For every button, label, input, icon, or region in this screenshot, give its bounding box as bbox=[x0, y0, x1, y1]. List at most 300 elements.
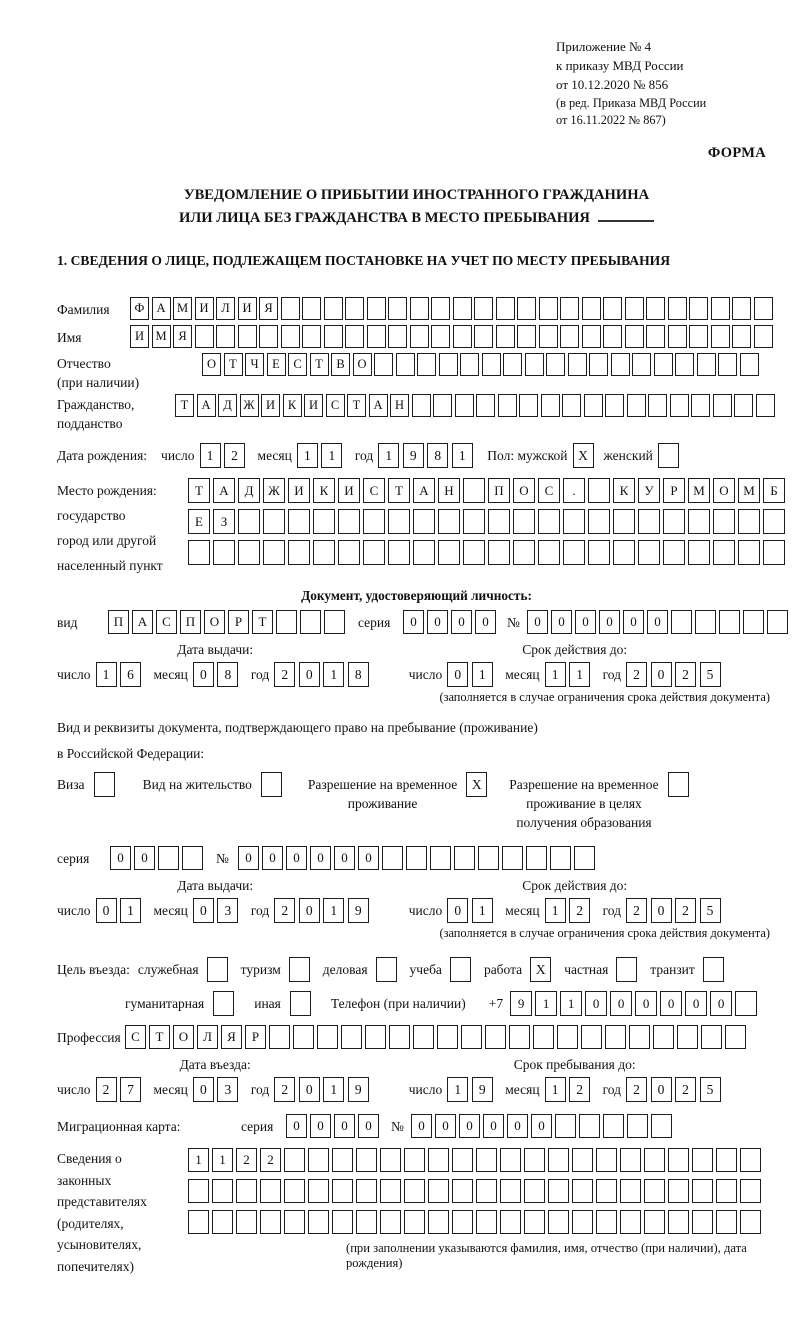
char-cell[interactable] bbox=[513, 540, 535, 565]
char-cell[interactable] bbox=[557, 1025, 578, 1049]
char-cell[interactable]: 8 bbox=[217, 662, 238, 687]
char-cell[interactable]: 1 bbox=[545, 662, 566, 687]
char-cell[interactable] bbox=[356, 1179, 377, 1203]
char-cell[interactable]: С bbox=[288, 353, 307, 376]
char-cell[interactable]: 0 bbox=[193, 898, 214, 923]
char-cell[interactable] bbox=[613, 540, 635, 565]
char-cell[interactable] bbox=[646, 297, 665, 320]
char-cell[interactable] bbox=[644, 1148, 665, 1172]
char-cell[interactable] bbox=[431, 325, 450, 348]
char-cell[interactable]: 9 bbox=[510, 991, 532, 1016]
char-cell[interactable]: Я bbox=[173, 325, 192, 348]
char-cell[interactable] bbox=[763, 509, 785, 534]
char-cell[interactable] bbox=[688, 509, 710, 534]
char-cell[interactable] bbox=[485, 1025, 506, 1049]
char-cell[interactable]: 0 bbox=[551, 610, 572, 634]
char-cell[interactable] bbox=[668, 1179, 689, 1203]
char-cell[interactable] bbox=[460, 353, 479, 376]
char-cell[interactable]: 0 bbox=[651, 1077, 672, 1102]
char-cell[interactable]: И bbox=[304, 394, 323, 417]
char-cell[interactable] bbox=[188, 540, 210, 565]
char-cell[interactable] bbox=[428, 1179, 449, 1203]
char-cell[interactable] bbox=[453, 325, 472, 348]
sex-male-checkbox[interactable]: X bbox=[573, 443, 594, 468]
char-cell[interactable] bbox=[625, 325, 644, 348]
char-cell[interactable] bbox=[689, 325, 708, 348]
char-cell[interactable] bbox=[697, 353, 716, 376]
char-cell[interactable] bbox=[293, 1025, 314, 1049]
char-cell[interactable] bbox=[300, 610, 321, 634]
char-cell[interactable]: У bbox=[638, 478, 660, 503]
char-cell[interactable] bbox=[713, 394, 732, 417]
char-cell[interactable] bbox=[488, 540, 510, 565]
char-cell[interactable] bbox=[692, 1210, 713, 1234]
char-cell[interactable] bbox=[671, 610, 692, 634]
char-cell[interactable]: 0 bbox=[651, 898, 672, 923]
char-cell[interactable]: С bbox=[125, 1025, 146, 1049]
char-cell[interactable] bbox=[476, 1210, 497, 1234]
char-cell[interactable] bbox=[356, 1210, 377, 1234]
char-cell[interactable] bbox=[413, 1025, 434, 1049]
char-cell[interactable]: Я bbox=[259, 297, 278, 320]
char-cell[interactable] bbox=[572, 1210, 593, 1234]
char-cell[interactable] bbox=[588, 478, 610, 503]
char-cell[interactable]: 0 bbox=[427, 610, 448, 634]
char-cell[interactable] bbox=[763, 540, 785, 565]
char-cell[interactable] bbox=[596, 1179, 617, 1203]
char-cell[interactable] bbox=[496, 325, 515, 348]
char-cell[interactable] bbox=[308, 1148, 329, 1172]
edu-permit-checkbox[interactable] bbox=[668, 772, 689, 797]
char-cell[interactable] bbox=[452, 1148, 473, 1172]
char-cell[interactable] bbox=[688, 540, 710, 565]
char-cell[interactable]: Р bbox=[663, 478, 685, 503]
char-cell[interactable] bbox=[212, 1179, 233, 1203]
char-cell[interactable] bbox=[474, 297, 493, 320]
char-cell[interactable]: 0 bbox=[585, 991, 607, 1016]
char-cell[interactable] bbox=[367, 297, 386, 320]
char-cell[interactable] bbox=[670, 394, 689, 417]
char-cell[interactable] bbox=[374, 353, 393, 376]
char-cell[interactable] bbox=[695, 610, 716, 634]
char-cell[interactable] bbox=[332, 1210, 353, 1234]
char-cell[interactable]: Н bbox=[390, 394, 409, 417]
char-cell[interactable]: 0 bbox=[623, 610, 644, 634]
char-cell[interactable]: 0 bbox=[286, 1114, 307, 1138]
char-cell[interactable] bbox=[259, 325, 278, 348]
char-cell[interactable] bbox=[738, 509, 760, 534]
char-cell[interactable] bbox=[538, 540, 560, 565]
char-cell[interactable]: 2 bbox=[569, 898, 590, 923]
char-cell[interactable]: Ф bbox=[130, 297, 149, 320]
char-cell[interactable] bbox=[653, 1025, 674, 1049]
char-cell[interactable] bbox=[382, 846, 403, 870]
purpose-official-checkbox[interactable] bbox=[207, 957, 228, 982]
char-cell[interactable]: 2 bbox=[274, 898, 295, 923]
char-cell[interactable]: 1 bbox=[545, 898, 566, 923]
char-cell[interactable] bbox=[677, 1025, 698, 1049]
char-cell[interactable] bbox=[496, 297, 515, 320]
char-cell[interactable] bbox=[627, 394, 646, 417]
char-cell[interactable]: 9 bbox=[403, 443, 424, 468]
char-cell[interactable]: С bbox=[363, 478, 385, 503]
char-cell[interactable]: 0 bbox=[334, 846, 355, 870]
purpose-tourism-checkbox[interactable] bbox=[289, 957, 310, 982]
char-cell[interactable] bbox=[582, 297, 601, 320]
char-cell[interactable] bbox=[500, 1210, 521, 1234]
char-cell[interactable] bbox=[648, 394, 667, 417]
char-cell[interactable] bbox=[611, 353, 630, 376]
char-cell[interactable] bbox=[668, 325, 687, 348]
char-cell[interactable] bbox=[539, 297, 558, 320]
char-cell[interactable] bbox=[596, 1148, 617, 1172]
char-cell[interactable] bbox=[513, 509, 535, 534]
char-cell[interactable]: 0 bbox=[299, 1077, 320, 1102]
char-cell[interactable]: 8 bbox=[427, 443, 448, 468]
char-cell[interactable] bbox=[363, 509, 385, 534]
char-cell[interactable]: И bbox=[288, 478, 310, 503]
char-cell[interactable] bbox=[603, 297, 622, 320]
char-cell[interactable] bbox=[735, 991, 757, 1016]
char-cell[interactable] bbox=[388, 540, 410, 565]
char-cell[interactable] bbox=[738, 540, 760, 565]
char-cell[interactable] bbox=[596, 1210, 617, 1234]
char-cell[interactable] bbox=[605, 1025, 626, 1049]
char-cell[interactable]: 0 bbox=[531, 1114, 552, 1138]
char-cell[interactable]: 1 bbox=[472, 662, 493, 687]
char-cell[interactable] bbox=[338, 540, 360, 565]
char-cell[interactable] bbox=[517, 297, 536, 320]
char-cell[interactable]: 2 bbox=[675, 662, 696, 687]
char-cell[interactable]: 0 bbox=[575, 610, 596, 634]
char-cell[interactable]: Т bbox=[310, 353, 329, 376]
char-cell[interactable]: 1 bbox=[188, 1148, 209, 1172]
char-cell[interactable] bbox=[588, 509, 610, 534]
char-cell[interactable]: 0 bbox=[710, 991, 732, 1016]
char-cell[interactable]: 0 bbox=[685, 991, 707, 1016]
char-cell[interactable]: 1 bbox=[545, 1077, 566, 1102]
char-cell[interactable]: 0 bbox=[435, 1114, 456, 1138]
char-cell[interactable] bbox=[439, 353, 458, 376]
char-cell[interactable] bbox=[716, 1179, 737, 1203]
char-cell[interactable] bbox=[589, 353, 608, 376]
char-cell[interactable]: Д bbox=[238, 478, 260, 503]
char-cell[interactable] bbox=[548, 1210, 569, 1234]
char-cell[interactable] bbox=[613, 509, 635, 534]
char-cell[interactable]: К bbox=[313, 478, 335, 503]
char-cell[interactable] bbox=[500, 1179, 521, 1203]
char-cell[interactable]: А bbox=[197, 394, 216, 417]
char-cell[interactable] bbox=[288, 509, 310, 534]
char-cell[interactable] bbox=[367, 325, 386, 348]
char-cell[interactable]: М bbox=[738, 478, 760, 503]
char-cell[interactable] bbox=[740, 1148, 761, 1172]
char-cell[interactable] bbox=[380, 1179, 401, 1203]
char-cell[interactable]: С bbox=[156, 610, 177, 634]
char-cell[interactable] bbox=[654, 353, 673, 376]
char-cell[interactable] bbox=[716, 1210, 737, 1234]
char-cell[interactable] bbox=[182, 846, 203, 870]
char-cell[interactable] bbox=[388, 325, 407, 348]
char-cell[interactable]: 0 bbox=[358, 1114, 379, 1138]
char-cell[interactable] bbox=[188, 1210, 209, 1234]
char-cell[interactable] bbox=[718, 353, 737, 376]
char-cell[interactable] bbox=[308, 1179, 329, 1203]
char-cell[interactable]: Л bbox=[197, 1025, 218, 1049]
char-cell[interactable] bbox=[410, 325, 429, 348]
char-cell[interactable]: 0 bbox=[651, 662, 672, 687]
char-cell[interactable] bbox=[632, 353, 651, 376]
char-cell[interactable] bbox=[213, 540, 235, 565]
char-cell[interactable]: 0 bbox=[358, 846, 379, 870]
char-cell[interactable]: 0 bbox=[238, 846, 259, 870]
char-cell[interactable] bbox=[453, 297, 472, 320]
char-cell[interactable]: 0 bbox=[286, 846, 307, 870]
char-cell[interactable] bbox=[476, 1179, 497, 1203]
char-cell[interactable]: 9 bbox=[348, 898, 369, 923]
char-cell[interactable] bbox=[313, 509, 335, 534]
char-cell[interactable] bbox=[269, 1025, 290, 1049]
char-cell[interactable] bbox=[740, 1179, 761, 1203]
char-cell[interactable]: 0 bbox=[110, 846, 131, 870]
char-cell[interactable]: Т bbox=[388, 478, 410, 503]
purpose-private-checkbox[interactable] bbox=[616, 957, 637, 982]
char-cell[interactable] bbox=[431, 297, 450, 320]
char-cell[interactable] bbox=[417, 353, 436, 376]
char-cell[interactable]: 0 bbox=[334, 1114, 355, 1138]
char-cell[interactable] bbox=[646, 325, 665, 348]
char-cell[interactable]: Н bbox=[438, 478, 460, 503]
char-cell[interactable] bbox=[627, 1114, 648, 1138]
char-cell[interactable] bbox=[216, 325, 235, 348]
char-cell[interactable] bbox=[644, 1210, 665, 1234]
char-cell[interactable] bbox=[488, 509, 510, 534]
char-cell[interactable] bbox=[572, 1148, 593, 1172]
char-cell[interactable] bbox=[428, 1148, 449, 1172]
char-cell[interactable] bbox=[413, 509, 435, 534]
char-cell[interactable] bbox=[260, 1210, 281, 1234]
char-cell[interactable] bbox=[308, 1210, 329, 1234]
char-cell[interactable]: 1 bbox=[452, 443, 473, 468]
char-cell[interactable]: Т bbox=[347, 394, 366, 417]
visa-checkbox[interactable] bbox=[94, 772, 115, 797]
char-cell[interactable] bbox=[603, 1114, 624, 1138]
char-cell[interactable] bbox=[548, 1148, 569, 1172]
char-cell[interactable]: 0 bbox=[451, 610, 472, 634]
char-cell[interactable] bbox=[548, 1179, 569, 1203]
char-cell[interactable]: Е bbox=[188, 509, 210, 534]
char-cell[interactable] bbox=[725, 1025, 746, 1049]
char-cell[interactable] bbox=[629, 1025, 650, 1049]
char-cell[interactable] bbox=[638, 509, 660, 534]
char-cell[interactable] bbox=[716, 1148, 737, 1172]
char-cell[interactable] bbox=[638, 540, 660, 565]
char-cell[interactable] bbox=[281, 325, 300, 348]
char-cell[interactable] bbox=[363, 540, 385, 565]
char-cell[interactable] bbox=[410, 297, 429, 320]
char-cell[interactable]: С bbox=[326, 394, 345, 417]
char-cell[interactable]: 0 bbox=[647, 610, 668, 634]
char-cell[interactable] bbox=[503, 353, 522, 376]
char-cell[interactable]: Т bbox=[224, 353, 243, 376]
purpose-humanitarian-checkbox[interactable] bbox=[213, 991, 234, 1016]
char-cell[interactable] bbox=[158, 846, 179, 870]
char-cell[interactable]: И bbox=[195, 297, 214, 320]
char-cell[interactable]: Т bbox=[188, 478, 210, 503]
char-cell[interactable]: В bbox=[331, 353, 350, 376]
char-cell[interactable]: 0 bbox=[310, 846, 331, 870]
char-cell[interactable]: 0 bbox=[635, 991, 657, 1016]
char-cell[interactable] bbox=[563, 509, 585, 534]
char-cell[interactable]: О bbox=[202, 353, 221, 376]
char-cell[interactable] bbox=[406, 846, 427, 870]
char-cell[interactable] bbox=[482, 353, 501, 376]
char-cell[interactable] bbox=[433, 394, 452, 417]
char-cell[interactable] bbox=[345, 325, 364, 348]
char-cell[interactable] bbox=[533, 1025, 554, 1049]
char-cell[interactable] bbox=[509, 1025, 530, 1049]
char-cell[interactable] bbox=[754, 297, 773, 320]
char-cell[interactable] bbox=[238, 540, 260, 565]
char-cell[interactable] bbox=[212, 1210, 233, 1234]
char-cell[interactable] bbox=[478, 846, 499, 870]
char-cell[interactable] bbox=[517, 325, 536, 348]
char-cell[interactable]: С bbox=[538, 478, 560, 503]
char-cell[interactable]: 5 bbox=[700, 898, 721, 923]
char-cell[interactable] bbox=[461, 1025, 482, 1049]
char-cell[interactable] bbox=[668, 1210, 689, 1234]
char-cell[interactable] bbox=[524, 1210, 545, 1234]
char-cell[interactable] bbox=[579, 1114, 600, 1138]
char-cell[interactable] bbox=[582, 325, 601, 348]
char-cell[interactable] bbox=[502, 846, 523, 870]
char-cell[interactable]: 0 bbox=[660, 991, 682, 1016]
char-cell[interactable]: 0 bbox=[483, 1114, 504, 1138]
char-cell[interactable]: 0 bbox=[527, 610, 548, 634]
char-cell[interactable] bbox=[404, 1210, 425, 1234]
char-cell[interactable] bbox=[332, 1148, 353, 1172]
purpose-business-checkbox[interactable] bbox=[376, 957, 397, 982]
char-cell[interactable]: О bbox=[204, 610, 225, 634]
char-cell[interactable] bbox=[538, 509, 560, 534]
char-cell[interactable] bbox=[452, 1179, 473, 1203]
char-cell[interactable] bbox=[732, 325, 751, 348]
char-cell[interactable] bbox=[380, 1210, 401, 1234]
purpose-transit-checkbox[interactable] bbox=[703, 957, 724, 982]
char-cell[interactable] bbox=[754, 325, 773, 348]
char-cell[interactable] bbox=[711, 297, 730, 320]
char-cell[interactable]: И bbox=[238, 297, 257, 320]
char-cell[interactable] bbox=[324, 610, 345, 634]
char-cell[interactable] bbox=[767, 610, 788, 634]
char-cell[interactable] bbox=[620, 1179, 641, 1203]
char-cell[interactable] bbox=[692, 1148, 713, 1172]
char-cell[interactable] bbox=[574, 846, 595, 870]
char-cell[interactable]: 3 bbox=[217, 1077, 238, 1102]
char-cell[interactable]: Ж bbox=[263, 478, 285, 503]
char-cell[interactable]: И bbox=[338, 478, 360, 503]
char-cell[interactable] bbox=[500, 1148, 521, 1172]
char-cell[interactable] bbox=[338, 509, 360, 534]
char-cell[interactable] bbox=[663, 540, 685, 565]
char-cell[interactable]: 2 bbox=[569, 1077, 590, 1102]
char-cell[interactable] bbox=[605, 394, 624, 417]
char-cell[interactable] bbox=[276, 610, 297, 634]
char-cell[interactable]: Т bbox=[252, 610, 273, 634]
char-cell[interactable]: 2 bbox=[675, 1077, 696, 1102]
char-cell[interactable]: 2 bbox=[236, 1148, 257, 1172]
char-cell[interactable] bbox=[692, 1179, 713, 1203]
char-cell[interactable]: Е bbox=[267, 353, 286, 376]
char-cell[interactable] bbox=[388, 509, 410, 534]
char-cell[interactable] bbox=[572, 1179, 593, 1203]
char-cell[interactable]: 2 bbox=[224, 443, 245, 468]
char-cell[interactable]: 0 bbox=[610, 991, 632, 1016]
char-cell[interactable] bbox=[476, 394, 495, 417]
char-cell[interactable] bbox=[452, 1210, 473, 1234]
char-cell[interactable] bbox=[620, 1210, 641, 1234]
char-cell[interactable]: П bbox=[180, 610, 201, 634]
char-cell[interactable] bbox=[463, 478, 485, 503]
char-cell[interactable] bbox=[524, 1148, 545, 1172]
char-cell[interactable]: 9 bbox=[472, 1077, 493, 1102]
char-cell[interactable]: А bbox=[369, 394, 388, 417]
char-cell[interactable] bbox=[603, 325, 622, 348]
char-cell[interactable]: 1 bbox=[96, 662, 117, 687]
char-cell[interactable]: 1 bbox=[323, 662, 344, 687]
char-cell[interactable]: 2 bbox=[626, 662, 647, 687]
char-cell[interactable]: 1 bbox=[200, 443, 221, 468]
char-cell[interactable]: Р bbox=[228, 610, 249, 634]
char-cell[interactable] bbox=[668, 1148, 689, 1172]
char-cell[interactable]: Р bbox=[245, 1025, 266, 1049]
char-cell[interactable]: Я bbox=[221, 1025, 242, 1049]
char-cell[interactable]: 3 bbox=[217, 898, 238, 923]
char-cell[interactable]: 0 bbox=[403, 610, 424, 634]
char-cell[interactable]: 6 bbox=[120, 662, 141, 687]
char-cell[interactable]: 9 bbox=[348, 1077, 369, 1102]
char-cell[interactable] bbox=[620, 1148, 641, 1172]
char-cell[interactable]: А bbox=[152, 297, 171, 320]
char-cell[interactable] bbox=[568, 353, 587, 376]
char-cell[interactable] bbox=[428, 1210, 449, 1234]
char-cell[interactable] bbox=[313, 540, 335, 565]
char-cell[interactable]: К bbox=[283, 394, 302, 417]
char-cell[interactable] bbox=[719, 610, 740, 634]
char-cell[interactable] bbox=[675, 353, 694, 376]
char-cell[interactable]: М bbox=[152, 325, 171, 348]
purpose-study-checkbox[interactable] bbox=[450, 957, 471, 982]
char-cell[interactable] bbox=[539, 325, 558, 348]
char-cell[interactable]: 0 bbox=[411, 1114, 432, 1138]
char-cell[interactable]: 0 bbox=[447, 662, 468, 687]
char-cell[interactable] bbox=[332, 1179, 353, 1203]
char-cell[interactable] bbox=[560, 325, 579, 348]
char-cell[interactable] bbox=[388, 297, 407, 320]
char-cell[interactable]: 0 bbox=[193, 1077, 214, 1102]
char-cell[interactable]: 2 bbox=[260, 1148, 281, 1172]
char-cell[interactable]: 0 bbox=[599, 610, 620, 634]
char-cell[interactable] bbox=[526, 846, 547, 870]
char-cell[interactable] bbox=[412, 394, 431, 417]
char-cell[interactable] bbox=[380, 1148, 401, 1172]
char-cell[interactable]: 0 bbox=[447, 898, 468, 923]
char-cell[interactable]: Б bbox=[763, 478, 785, 503]
char-cell[interactable]: 1 bbox=[212, 1148, 233, 1172]
char-cell[interactable] bbox=[195, 325, 214, 348]
char-cell[interactable] bbox=[260, 1179, 281, 1203]
temp-permit-checkbox[interactable]: X bbox=[466, 772, 487, 797]
